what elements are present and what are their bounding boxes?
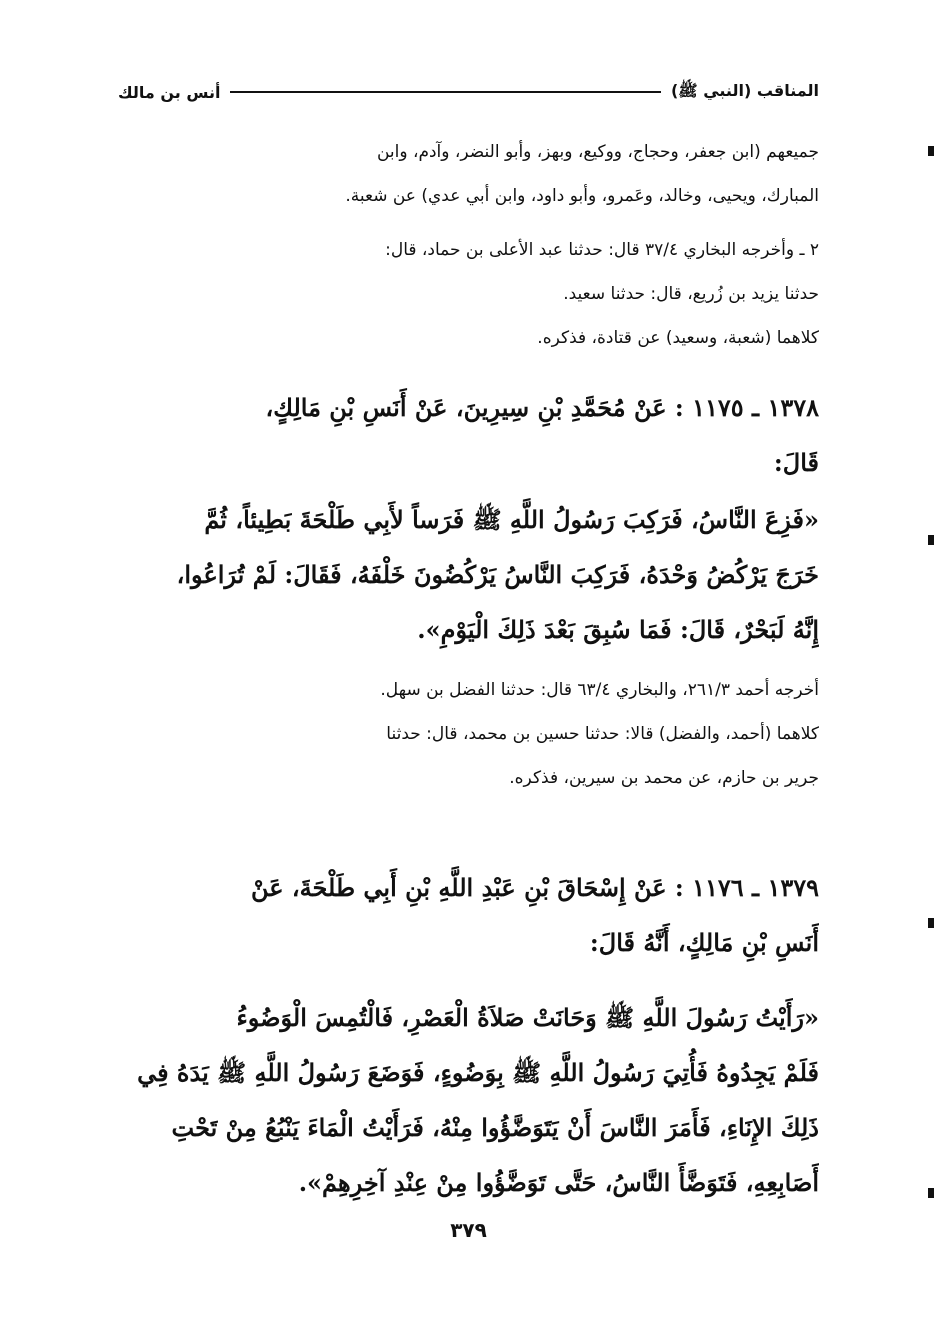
hadith-text-1379 <box>118 990 819 1210</box>
text-line: فَلَمْ يَجِدُوهُ فَأُتِيَ رَسُولُ اللَّهِ ﷺ بِوَضُوءٍ، فَوَضَعَ رَسُولُ اللَّهِ ﷺ يَدَهُ فِي <box>137 1058 819 1087</box>
text-line: المبارك، ويحيى، وخالد، وعَمرو، وأبو داود، وابن أبي عدي) عن شعبة. <box>345 186 819 206</box>
text-line: ١٣٧٨ ـ ١١٧٥ : عَنْ مُحَمَّدِ بْنِ سِيرِينَ، عَنْ أَنَسِ بْنِ مَالِكٍ، <box>265 393 819 422</box>
footnote-paragraph-1 <box>118 130 819 218</box>
scan-edge-mark <box>928 918 934 928</box>
text-line: قَالَ: <box>773 448 819 477</box>
text-line: كلاهما (شعبة، وسعيد) عن قتادة، فذكره. <box>537 328 819 348</box>
scan-edge-mark <box>928 146 934 156</box>
header-rule <box>230 91 661 93</box>
hadith-heading-1378 <box>118 380 819 490</box>
text-line: أَنَسِ بْنِ مَالِكٍ، أَنَّهُ قَالَ: <box>589 928 819 957</box>
text-line: كلاهما (أحمد، والفضل) قالا: حدثنا حسين بن محمد، قال: حدثنا <box>386 724 819 744</box>
text-line: «رَأَيْتُ رَسُولَ اللَّهِ ﷺ وَحَانَتْ صَلاَةُ الْعَصْرِ، فَالْتُمِسَ الْوَضُوءُ <box>236 1003 819 1032</box>
hadith-heading-1379 <box>118 860 819 970</box>
footnote-paragraph-2 <box>118 228 819 360</box>
header-section-title: المناقب (النبي ﷺ) <box>670 80 819 100</box>
text-line: جميعهم (ابن جعفر، وحجاج، ووكيع، وبهز، وأبو النضر، وآدم، وابن <box>376 142 819 162</box>
text-line: خَرَجَ يَرْكُضُ وَحْدَهُ، فَرَكِبَ النَّاسُ يَرْكُضُونَ خَلْفَهُ، فَقَالَ: لَمْ تُرَاعُوا، <box>176 560 819 589</box>
text-line: جرير بن حازم، عن محمد بن سيرين، فذكره. <box>509 768 819 788</box>
text-line: حدثنا يزيد بن زُريع، قال: حدثنا سعيد. <box>563 284 819 304</box>
text-line: أَصَابِعِهِ، فَتَوَضَّأَ النَّاسُ، حَتَّى تَوَضَّؤُوا مِنْ عِنْدِ آخِرِهِمْ». <box>298 1168 819 1197</box>
footnote-paragraph-3 <box>118 668 819 800</box>
hadith-text-1378 <box>118 492 819 657</box>
running-header <box>118 78 819 106</box>
header-chapter-title: أنس بن مالك <box>118 82 221 102</box>
text-line: أخرجه أحمد ٢٦١/٣، والبخاري ٦٣/٤ قال: حدثنا الفضل بن سهل. <box>380 680 819 700</box>
scan-edge-mark <box>928 535 934 545</box>
scan-edge-mark <box>928 1188 934 1198</box>
text-line: ١٣٧٩ ـ ١١٧٦ : عَنْ إِسْحَاقَ بْنِ عَبْدِ اللَّهِ بْنِ أَبِي طَلْحَةَ، عَنْ <box>250 873 819 902</box>
text-line: إِنَّهُ لَبَحْرٌ، قَالَ: فَمَا سُبِقَ بَعْدَ ذَلِكَ الْيَوْمِ». <box>417 615 819 644</box>
page-number: ٣٧٩ <box>450 1218 487 1242</box>
text-line: ٢ ـ وأخرجه البخاري ٣٧/٤ قال: حدثنا عبد الأعلى بن حماد، قال: <box>385 240 819 260</box>
text-line: «فَزِعَ النَّاسُ، فَرَكِبَ رَسُولُ اللَّهِ ﷺ فَرَساً لأَبِي طَلْحَةَ بَطِيئاً، ثُمَّ <box>204 505 819 534</box>
text-line: ذَلِكَ الإِنَاءِ، فَأَمَرَ النَّاسَ أَنْ يَتَوَضَّؤُوا مِنْهُ، فَرَأَيْتُ الْمَاءَ يَنْبُعُ مِنْ تَحْتِ <box>171 1113 819 1142</box>
